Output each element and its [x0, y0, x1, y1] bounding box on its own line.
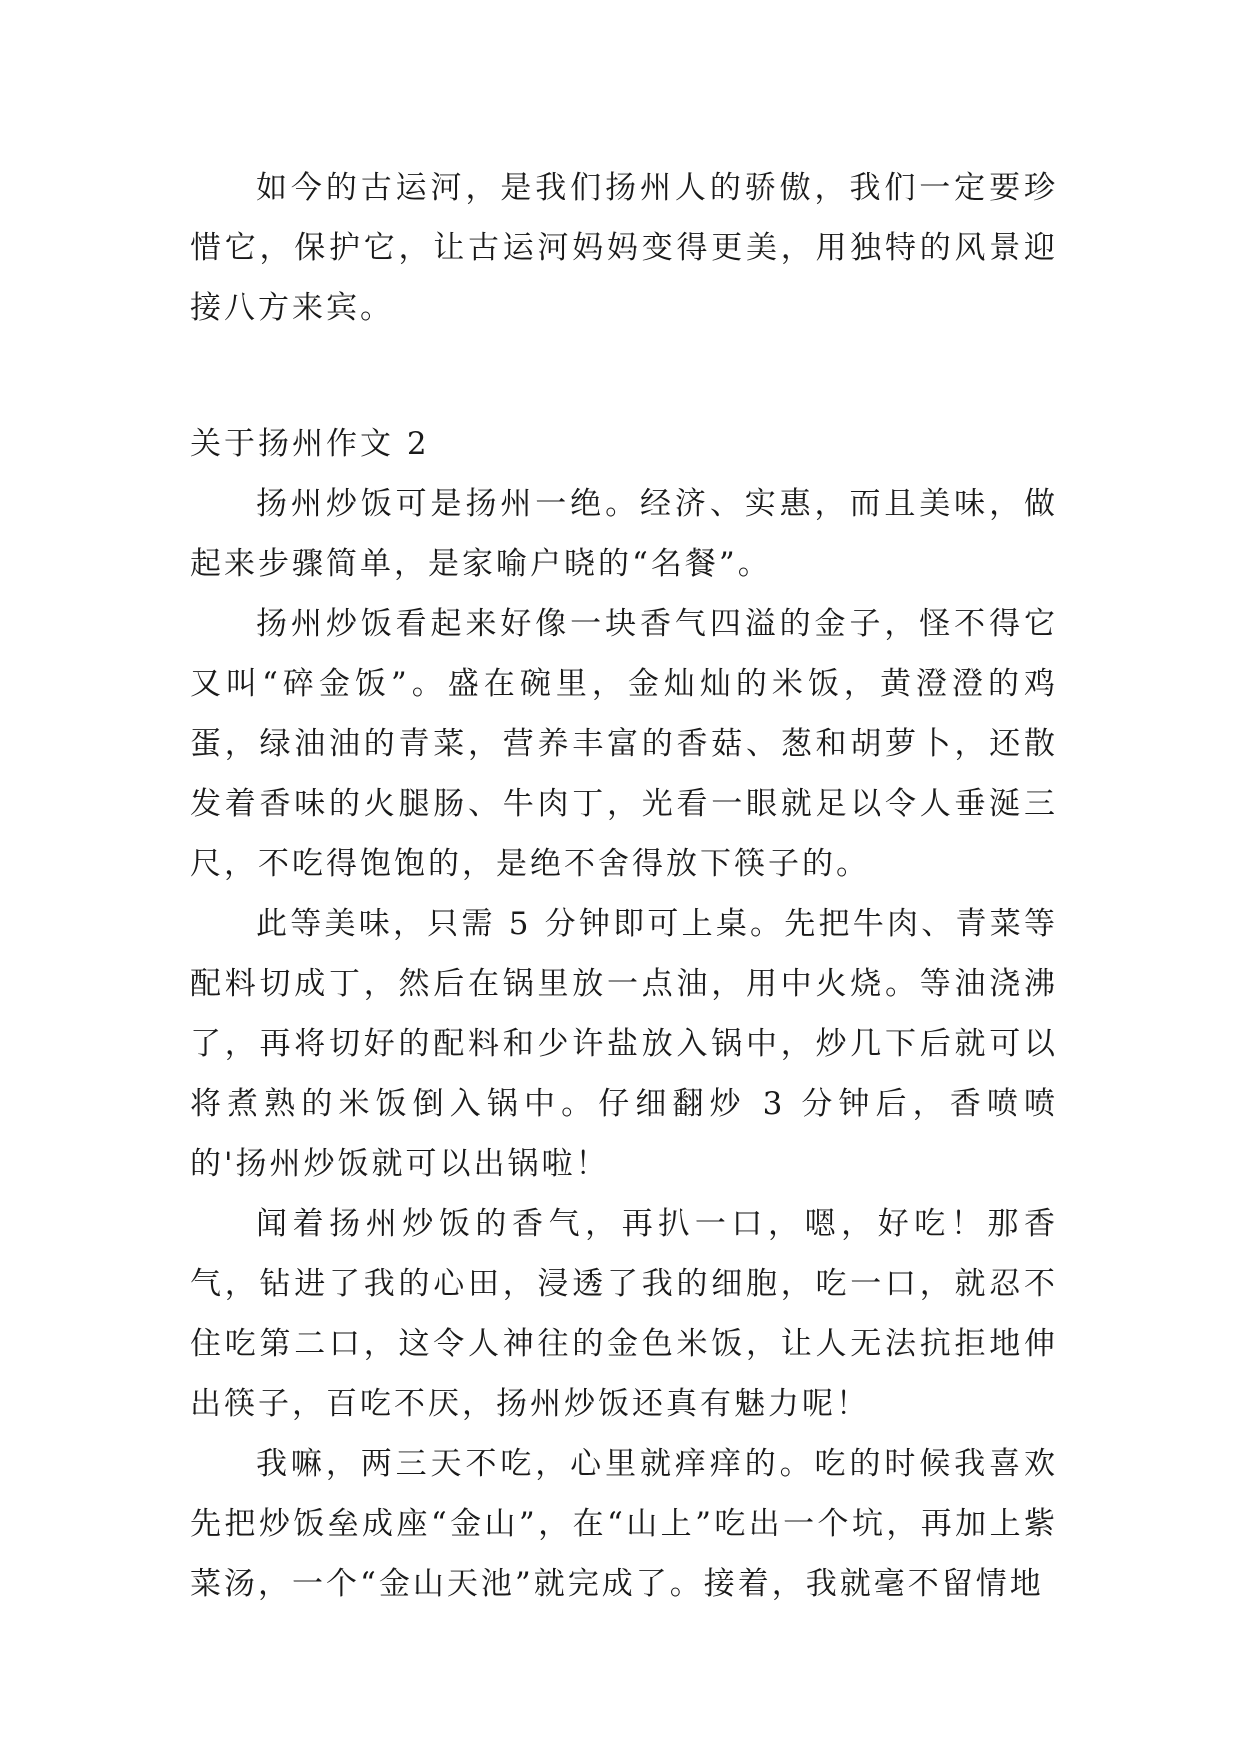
paragraph-intro: 如今的古运河，是我们扬州人的骄傲，我们一定要珍惜它，保护它，让古运河妈妈变得更美，用独特的风景迎接八方来宾。	[190, 170, 1058, 326]
paragraph-1: 扬州炒饭可是扬州一绝。经济、实惠，而且美味，做起来步骤简单，是家喻户晓的“名餐”。	[190, 486, 1058, 582]
paragraph-5: 我嘛，两三天不吃，心里就痒痒的。吃的时候我喜欢先把炒饭垒成座“金山”，在“山上”吃出一个坑，再加上紫菜汤，一个“金山天池”就完成了。接着，我就毫不留情地	[190, 1446, 1058, 1602]
paragraph-2: 扬州炒饭看起来好像一块香气四溢的金子，怪不得它又叫“碎金饭”。盛在碗里，金灿灿的米饭，黄澄澄的鸡蛋，绿油油的青菜，营养丰富的香菇、葱和胡萝卜，还散发着香味的火腿肠、牛肉丁，光看一眼就足以令人垂涎三尺，不吃得饱饱的，是绝不舍得放下筷子的。	[190, 606, 1058, 882]
paragraph-3: 此等美味，只需 5 分钟即可上桌。先把牛肉、青菜等配料切成丁，然后在锅里放一点油，用中火烧。等油浇沸了，再将切好的配料和少许盐放入锅中，炒几下后就可以将煮熟的米饭倒入锅中。仔细翻炒 3 分钟后，香喷喷的'扬州炒饭就可以出锅啦！	[190, 906, 1058, 1182]
section-title: 关于扬州作文 2	[190, 426, 430, 462]
document-body	[190, 158, 1058, 1614]
paragraph-4: 闻着扬州炒饭的香气，再扒一口，嗯，好吃！那香气，钻进了我的心田，浸透了我的细胞，吃一口，就忍不住吃第二口，这令人神往的金色米饭，让人无法抗拒地伸出筷子，百吃不厌，扬州炒饭还真有魅力呢！	[190, 1206, 1058, 1422]
